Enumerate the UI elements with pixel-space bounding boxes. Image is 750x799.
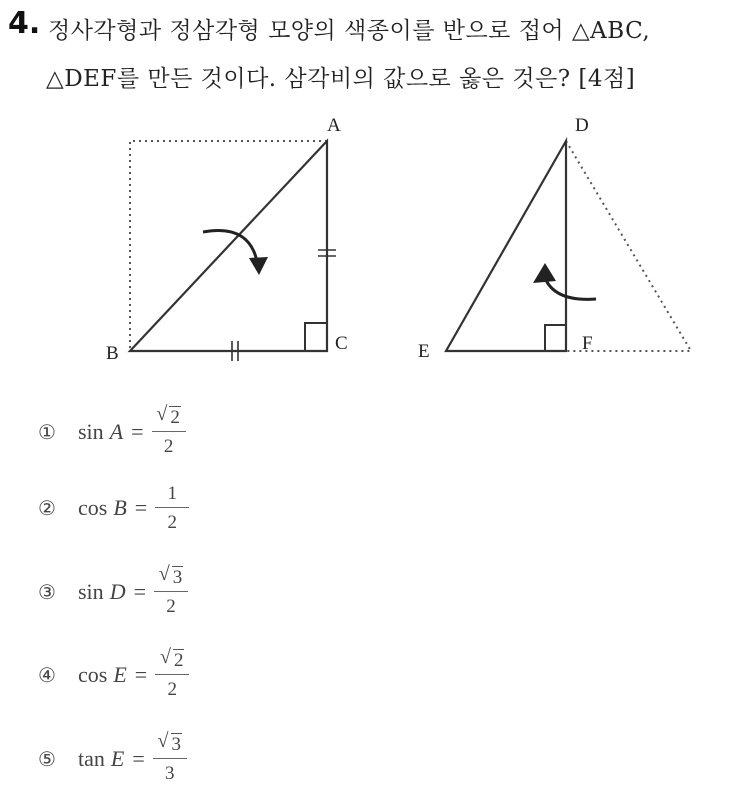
triangle-def: [446, 141, 566, 351]
choice-number: ①: [38, 420, 56, 444]
choice-expression: cos E = √ $\frac{2}{2}$: [78, 651, 189, 699]
triangle-dotted-outline: [566, 141, 691, 351]
label-c: C: [335, 333, 348, 354]
figure-triangle-fold: [418, 115, 691, 362]
triangle-abc: [130, 141, 327, 351]
choice-expression: sin D = √ $\frac{3}{2}$: [78, 568, 188, 616]
choice-number: ⑤: [38, 747, 56, 771]
choice-number: ④: [38, 663, 56, 687]
question-text-line-2: △DEF를 만든 것이다. 삼각비의 값으로 옳은 것은? [4점]: [46, 66, 636, 92]
choice-number: ②: [38, 496, 56, 520]
choice-expression: cos B = $\frac{1}{2}$: [78, 484, 189, 532]
choice-5[interactable]: [38, 729, 187, 789]
fold-back-arrow-icon: [533, 263, 596, 299]
label-d: D: [575, 115, 589, 136]
choice-expression: tan E = √ $\frac{3}{3}$: [78, 735, 187, 783]
choice-number: ③: [38, 580, 56, 604]
label-f: F: [582, 333, 593, 354]
right-angle-mark-c: [305, 323, 327, 351]
right-angle-mark-f: [545, 325, 566, 351]
label-a: A: [327, 115, 341, 136]
label-b: B: [106, 343, 119, 364]
question-text-line-1: 정사각형과 정삼각형 모양의 색종이를 반으로 접어 △ABC,: [48, 18, 651, 44]
choice-expression: sin A = √ $\frac{2}{2}$: [78, 408, 186, 456]
choice-2[interactable]: [38, 478, 189, 538]
choice-3[interactable]: [38, 562, 188, 622]
label-e: E: [418, 341, 430, 362]
choice-4[interactable]: [38, 645, 189, 705]
figure-square-fold: [106, 115, 348, 364]
question-number: 4.: [8, 6, 41, 41]
figure: [0, 95, 750, 385]
choice-1[interactable]: [38, 402, 186, 462]
